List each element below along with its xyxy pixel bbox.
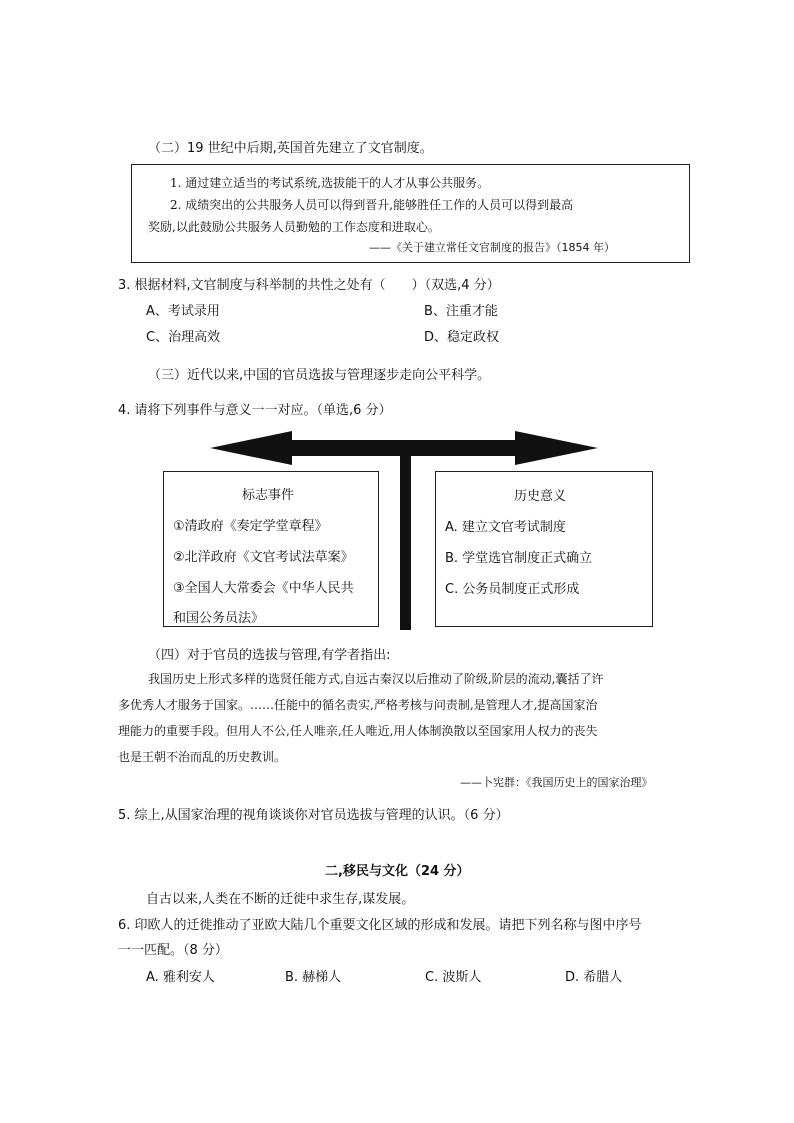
q6-option-a: A. 雅利安人 bbox=[146, 970, 215, 985]
quote-line-4: 也是王朝不治而乱的历史教训。 bbox=[118, 750, 287, 764]
part2-title: 二,移民与文化（24 分） bbox=[325, 864, 470, 879]
quote-source: ——卜宪群：《我国历史上的国家治理》 bbox=[460, 776, 653, 789]
quote-line-1: 我国历史上形式多样的选贤任能方式,自远古秦汉以后推动了阶级,阶层的流动,囊括了许 bbox=[148, 672, 604, 686]
significance-box bbox=[435, 471, 653, 627]
event-item-1: ①清政府《奏定学堂章程》 bbox=[173, 519, 328, 534]
q3-option-c: C、治理高效 bbox=[146, 330, 221, 345]
q3-option-d: D、稳定政权 bbox=[424, 330, 500, 345]
quote-line-3: 理能力的重要手段。但用人不公,任人唯亲,任人唯近,用人体制涣散以至国家用人权力的丧失 bbox=[118, 724, 598, 738]
q5-stem: 5. 综上,从国家治理的视角谈谈你对官员选拔与管理的认识。（6 分） bbox=[118, 808, 509, 823]
event-item-3-cont: 和国公务员法》 bbox=[173, 611, 265, 626]
section3-heading: （三）近代以来,中国的官员选拔与管理逐步走向公平科学。 bbox=[148, 368, 491, 383]
q6-option-b: B. 赫梯人 bbox=[285, 970, 342, 985]
material-line-1: 1. 通过建立适当的考试系统,选拔能干的人才从事公共服务。 bbox=[170, 176, 490, 190]
events-title: 标志事件 bbox=[242, 488, 295, 503]
significance-item-c: C. 公务员制度正式形成 bbox=[445, 582, 580, 597]
significance-item-a: A. 建立文官考试制度 bbox=[445, 520, 566, 535]
event-item-2: ②北洋政府《文官考试法草案》 bbox=[173, 550, 354, 565]
significance-title: 历史意义 bbox=[514, 489, 567, 504]
material-source: ——《关于建立常任文官制度的报告》（1854 年） bbox=[369, 241, 615, 254]
q3-option-b: B、注重才能 bbox=[424, 304, 498, 319]
q6-option-d: D. 希腊人 bbox=[565, 970, 623, 985]
q4-stem: 4. 请将下列事件与意义一一对应。（单选,6 分） bbox=[118, 403, 392, 418]
arrow-stem bbox=[400, 452, 411, 630]
q6-option-c: C. 波斯人 bbox=[425, 970, 482, 985]
significance-item-b: B. 学堂选官制度正式确立 bbox=[445, 551, 593, 566]
part2-intro: 自古以来,人类在不断的迁徙中求生存,谋发展。 bbox=[146, 892, 415, 907]
events-box bbox=[163, 471, 379, 627]
q6-stem-line2: 一一匹配。（8 分） bbox=[118, 943, 228, 958]
quote-line-2: 多优秀人才服务于国家。……任能中的循名责实,严格考核与问责制,是管理人才,提高国家治 bbox=[118, 698, 598, 712]
section2-material-box bbox=[131, 164, 690, 263]
material-line-3: 奖励,以此鼓励公共服务人员勤勉的工作态度和进取心。 bbox=[148, 220, 440, 234]
q3-stem: 3. 根据材料,文官制度与科举制的共性之处有（ ）（双选,4 分） bbox=[118, 278, 500, 293]
section4-heading: （四）对于官员的选拔与管理,有学者指出: bbox=[148, 648, 391, 663]
q3-option-a: A、考试录用 bbox=[146, 304, 220, 319]
section2-heading: （二）19 世纪中后期,英国首先建立了文官制度。 bbox=[148, 141, 433, 156]
q6-stem-line1: 6. 印欧人的迁徙推动了亚欧大陆几个重要文化区域的形成和发展。请把下列名称与图中序号 bbox=[118, 918, 642, 933]
event-item-3: ③全国人大常委会《中华人民共 bbox=[173, 581, 354, 596]
material-line-2: 2. 成绩突出的公共服务人员可以得到晋升,能够胜任工作的人员可以得到最高 bbox=[170, 198, 574, 212]
